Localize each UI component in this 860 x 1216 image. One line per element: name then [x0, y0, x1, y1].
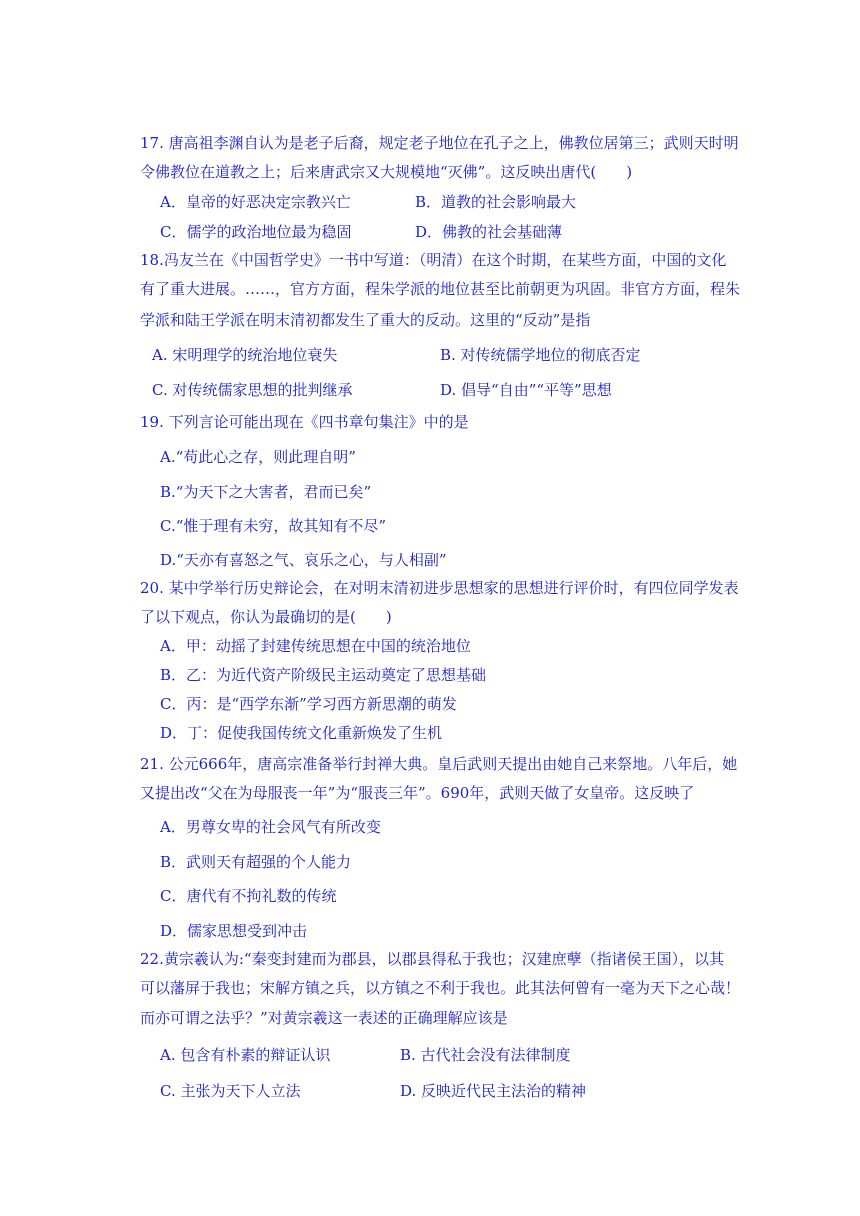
question-21-option-a: A．男尊女卑的社会风气有所改变 — [160, 818, 381, 836]
question-20-option-c: C．丙：是“西学东渐”学习西方新思潮的萌发 — [160, 695, 457, 713]
question-20-line-1: 20. 某中学举行历史辩论会，在对明末清初进步思想家的思想进行评价时，有四位同学发表 — [140, 579, 739, 597]
question-18-line-3: 学派和陆王学派在明末清初都发生了重大的反动。这里的“反动”是指 — [140, 311, 591, 329]
question-17-option-c: C．儒学的政治地位最为稳固 — [160, 223, 352, 241]
question-17-option-b: B．道教的社会影响最大 — [415, 193, 577, 211]
question-18-line-2: 有了重大进展。……，官方方面，程朱学派的地位甚至比前朝更为巩固。非官方方面，程朱 — [140, 280, 741, 298]
question-22-option-b: B. 古代社会没有法律制度 — [400, 1046, 571, 1064]
question-22-line-2: 可以藩屏于我也；宋解方镇之兵，以方镇之不利于我也。此其法何曾有一毫为天下之心哉！ — [140, 979, 741, 997]
question-19-option-c: C.“惟于理有未穷，故其知有不尽” — [160, 517, 387, 535]
question-19-line-1: 19. 下列言论可能出现在《四书章句集注》中的是 — [140, 413, 469, 431]
question-17-line-1: 17. 唐高祖李渊自认为是老子后裔，规定老子地位在孔子之上，佛教位居第三；武则天时明 — [140, 134, 739, 152]
question-20-line-2: 了以下观点，你认为最确切的是( ) — [140, 608, 392, 626]
question-20-option-b: B．乙：为近代资产阶级民主运动奠定了思想基础 — [160, 666, 487, 684]
question-21-line-1: 21. 公元666年，唐高宗准备举行封禅大典。皇后武则天提出由她自己来祭地。八年后，她 — [140, 755, 738, 773]
question-18-option-c: C. 对传统儒家思想的批判继承 — [152, 381, 353, 399]
question-21-option-c: C．唐代有不拘礼数的传统 — [160, 887, 337, 905]
question-22-option-d: D. 反映近代民主法治的精神 — [400, 1082, 587, 1100]
question-22-line-1: 22.黄宗羲认为:“秦变封建而为郡县，以郡县得私于我也；汉建庶孽（指诸侯王国），以其 — [140, 950, 725, 968]
question-22-line-3: 而亦可谓之法乎？”对黄宗羲这一表述的正确理解应该是 — [140, 1009, 508, 1027]
question-18-option-d: D. 倡导“自由”“平等”思想 — [440, 381, 612, 399]
question-21-line-2: 又提出改“父在为母服丧一年”为“服丧三年”。690年，武则天做了女皇帝。这反映了 — [140, 784, 695, 802]
question-18-line-1: 18.冯友兰在《中国哲学史》一书中写道：（明清）在这个时期，在某些方面，中国的文化 — [140, 251, 727, 269]
question-20-option-a: A．甲：动摇了封建传统思想在中国的统治地位 — [160, 637, 471, 655]
question-21-option-d: D．儒家思想受到冲击 — [160, 922, 308, 940]
question-17-option-d: D．佛教的社会基础薄 — [415, 223, 563, 241]
question-22-option-c: C. 主张为天下人立法 — [160, 1082, 301, 1100]
question-17-option-a: A．皇帝的好恶决定宗教兴亡 — [160, 193, 351, 211]
question-19-option-a: A.“苟此心之存，则此理自明” — [160, 448, 356, 466]
question-20-option-d: D．丁：促使我国传统文化重新焕发了生机 — [160, 724, 443, 742]
question-17-line-2: 令佛教位在道教之上；后来唐武宗又大规模地“灭佛”。这反映出唐代( ) — [140, 163, 633, 181]
question-21-option-b: B．武则天有超强的个人能力 — [160, 853, 352, 871]
question-19-option-b: B.“为天下之大害者，君而已矣” — [160, 483, 372, 501]
question-22-option-a: A. 包含有朴素的辩证认识 — [160, 1046, 331, 1064]
question-18-option-a: A. 宋明理学的统治地位衰失 — [152, 346, 338, 364]
question-19-option-d: D.“天亦有喜怒之气、哀乐之心，与人相副” — [160, 551, 447, 569]
question-18-option-b: B. 对传统儒学地位的彻底否定 — [440, 346, 641, 364]
